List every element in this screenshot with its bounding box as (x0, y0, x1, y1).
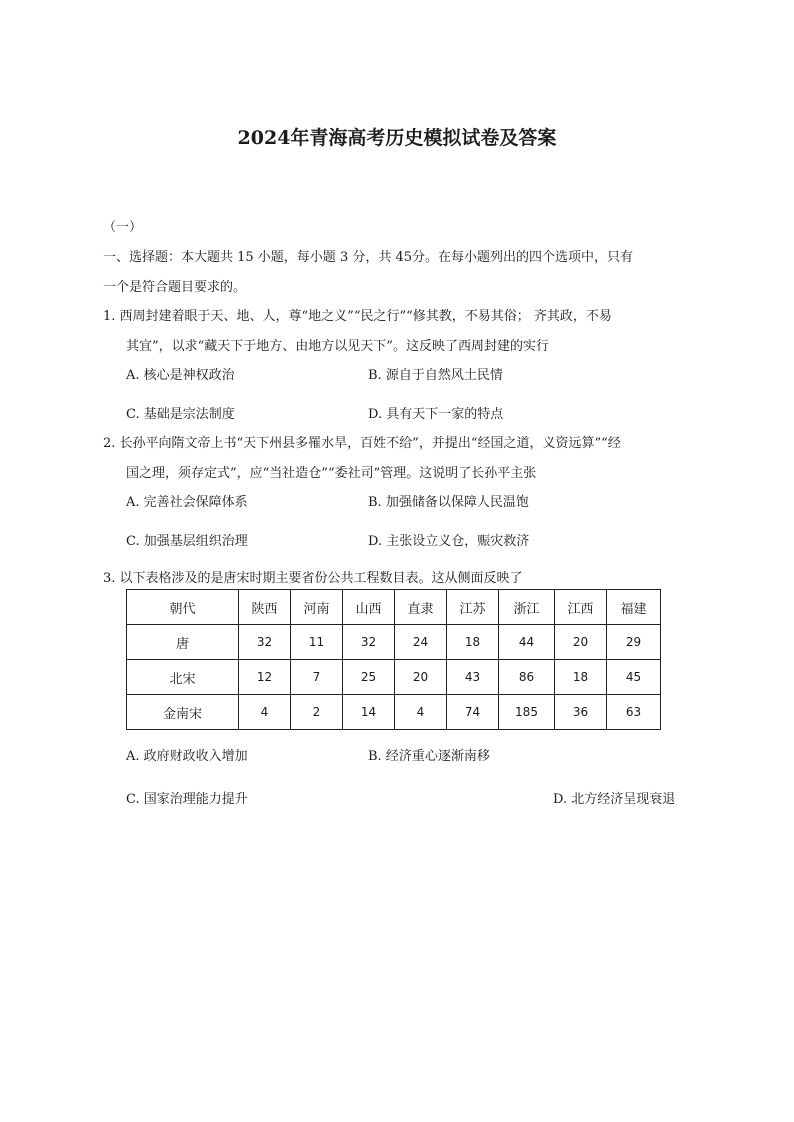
table-cell: 25 (343, 660, 395, 695)
table-cell: 24 (395, 625, 447, 660)
table-header-cell: 江苏 (447, 590, 499, 625)
table-cell: 185 (499, 695, 555, 730)
q2-option-c[interactable]: C. 加强基层组织治理 (126, 534, 248, 549)
table-header-cell: 陕西 (239, 590, 291, 625)
table-cell: 20 (555, 625, 607, 660)
q2-option-d[interactable]: D. 主张设立义仓，赈灾救济 (368, 534, 530, 549)
table-cell: 7 (291, 660, 343, 695)
table-row-label: 唐 (127, 625, 239, 660)
q2-option-a[interactable]: A. 完善社会保障体系 (126, 495, 248, 510)
q2-stem-line1: 2. 长孙平向隋文帝上书“天下州县多罹水旱，百姓不给”，并提出“经国之道，义资远算”“经 (103, 436, 621, 451)
section-instructions-line2: 一个是符合题目要求的。 (103, 280, 247, 295)
q2-option-b[interactable]: B. 加强储备以保障人民温饱 (368, 495, 529, 510)
table-cell: 4 (395, 695, 447, 730)
table-cell: 14 (343, 695, 395, 730)
part-label: （一） (103, 220, 143, 235)
table-cell: 32 (239, 625, 291, 660)
q1-option-a[interactable]: A. 核心是神权政治 (126, 368, 235, 383)
table-cell: 20 (395, 660, 447, 695)
q3-option-d[interactable]: D. 北方经济呈现衰退 (553, 792, 676, 807)
table-cell: 63 (607, 695, 661, 730)
table-cell: 44 (499, 625, 555, 660)
table-header-cell: 浙江 (499, 590, 555, 625)
table-cell: 36 (555, 695, 607, 730)
table-cell: 29 (607, 625, 661, 660)
table-row (127, 625, 661, 660)
q1-option-d[interactable]: D. 具有天下一家的特点 (368, 407, 504, 422)
table-row-label: 金南宋 (127, 695, 239, 730)
table-cell: 45 (607, 660, 661, 695)
table-cell: 43 (447, 660, 499, 695)
q3-option-c[interactable]: C. 国家治理能力提升 (126, 792, 248, 807)
q3-option-a[interactable]: A. 政府财政收入增加 (126, 749, 248, 764)
q3-option-b[interactable]: B. 经济重心逐渐南移 (368, 749, 490, 764)
table-cell: 2 (291, 695, 343, 730)
table-row (127, 660, 661, 695)
table-cell: 4 (239, 695, 291, 730)
table-cell: 11 (291, 625, 343, 660)
table-cell: 18 (447, 625, 499, 660)
table-header-cell: 福建 (607, 590, 661, 625)
table-cell: 18 (555, 660, 607, 695)
table-header-cell: 江西 (555, 590, 607, 625)
section-instructions-line1: 一、选择题：本大题共 15 小题，每小题 3 分，共 45分。在每小题列出的四个选项中，只有 (103, 250, 634, 265)
table-header-cell: 朝代 (127, 590, 239, 625)
table-header-cell: 河南 (291, 590, 343, 625)
table-cell: 86 (499, 660, 555, 695)
table-header-cell: 山西 (343, 590, 395, 625)
table-row (127, 695, 661, 730)
table-header-row (127, 590, 661, 625)
q1-option-b[interactable]: B. 源自于自然风土民情 (368, 368, 503, 383)
public-works-table (126, 589, 661, 730)
page-title: 2024年青海高考历史模拟试卷及答案 (237, 127, 557, 149)
table-row-label: 北宋 (127, 660, 239, 695)
q1-stem-line1: 1. 西周封建着眼于天、地、人，尊“地之义”“民之行”“修其教，不易其俗； 齐其政，不易 (103, 309, 612, 324)
table-cell: 12 (239, 660, 291, 695)
q1-option-c[interactable]: C. 基础是宗法制度 (126, 407, 235, 422)
q2-stem-line2: 国之理，须存定式”，应“当社造仓”“委社司”管理。这说明了长孙平主张 (126, 466, 537, 481)
table-header-cell: 直隶 (395, 590, 447, 625)
q3-stem: 3. 以下表格涉及的是唐宋时期主要省份公共工程数目表。这从侧面反映了 (103, 571, 523, 586)
q1-stem-line2: 其宜”，以求“藏天下于地方、由地方以见天下”。这反映了西周封建的实行 (126, 339, 549, 354)
table-cell: 32 (343, 625, 395, 660)
table-cell: 74 (447, 695, 499, 730)
